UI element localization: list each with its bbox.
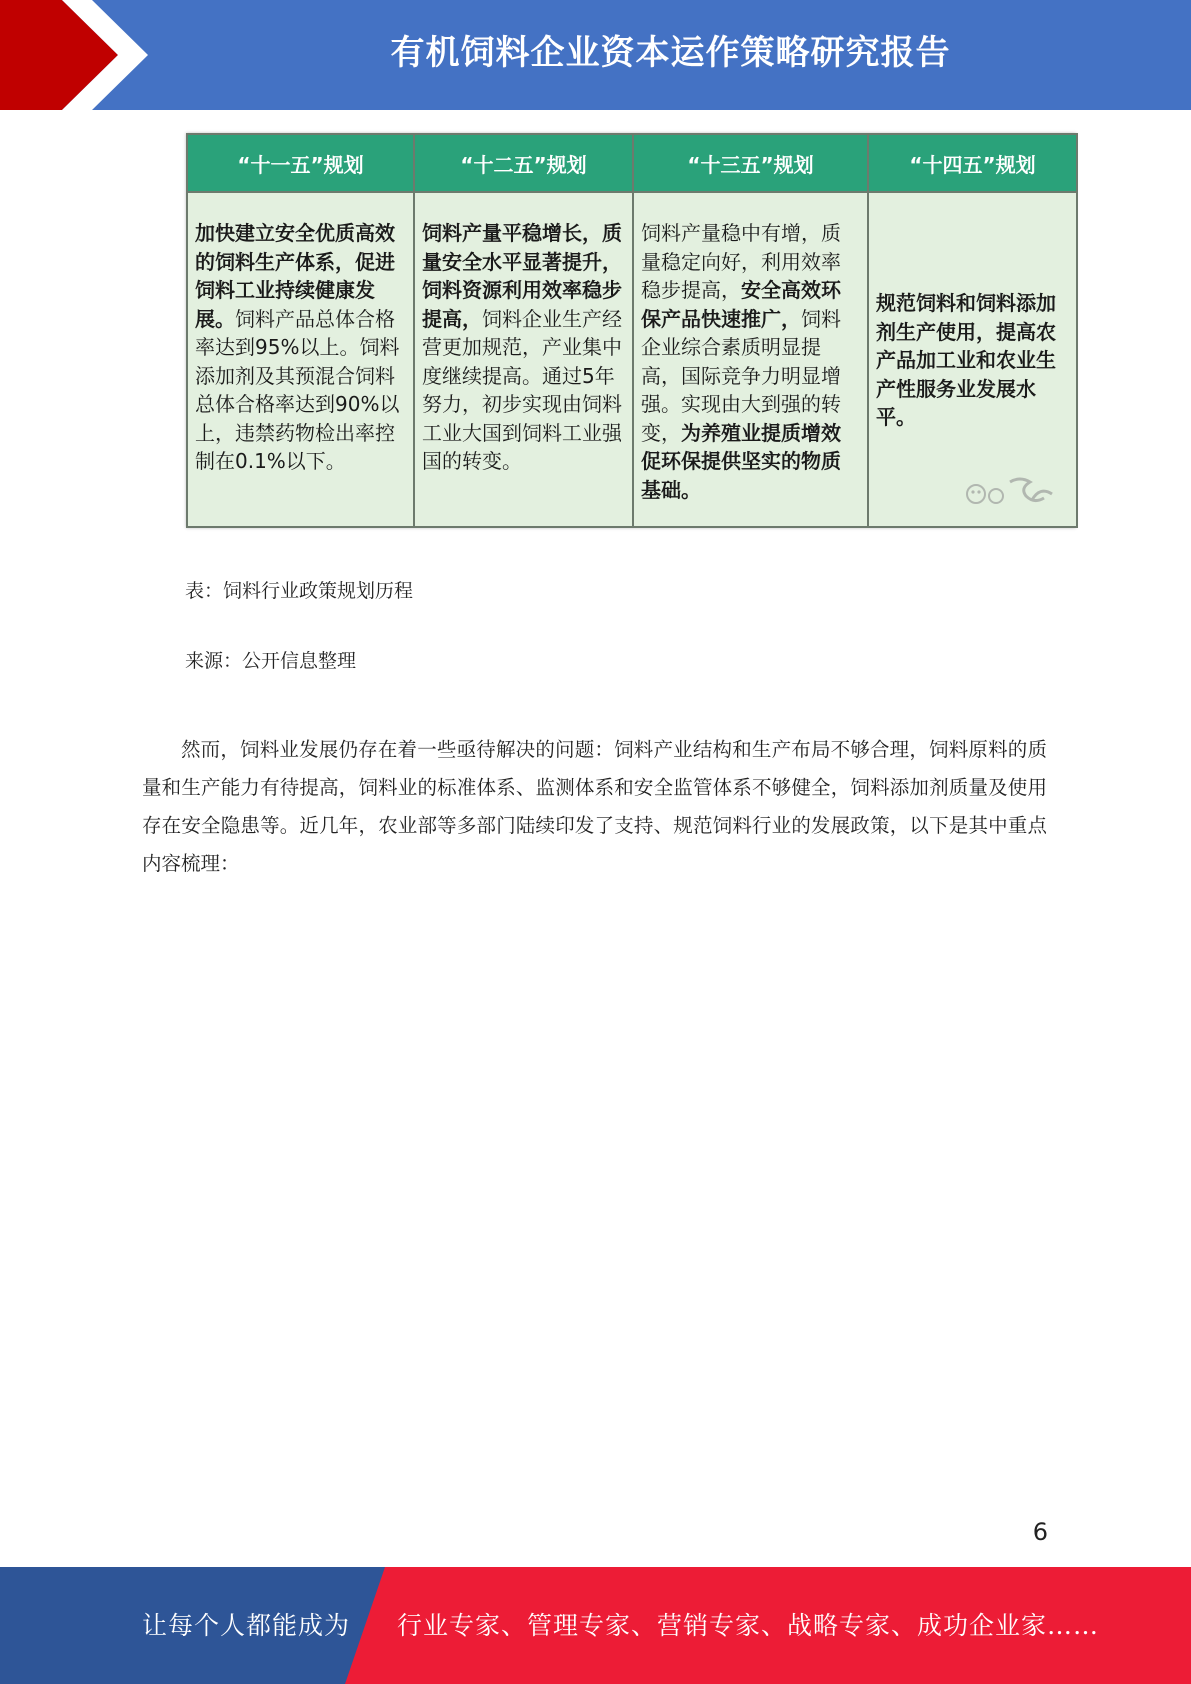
policy-table-row — [187, 192, 1077, 527]
policy-table-header-row — [187, 134, 1077, 192]
footer-slogan-left: 让每个人都能成为 — [142, 1611, 351, 1640]
cell-14th-plan — [868, 192, 1077, 527]
cell-text-bold: 规范饲料和饲料添加剂生产使用，提高农产品加工业和农业生产性服务业发展水平。 — [876, 291, 1056, 430]
body-paragraph: 然而，饲料业发展仍存在着一些亟待解决的问题：饲料产业结构和生产布局不够合理，饲料原料的质量和生产能力有待提高，饲料业的标准体系、监测体系和安全监管体系不够健全，饲料添加剂质量及使用存在安全隐患等。近几年，农业部等多部门陆续印发了支持、规范饲料行业的发展政策，以下是其中重点内容梳理： — [142, 737, 1047, 875]
cell-12th-plan — [414, 192, 633, 527]
cell-11th-plan — [187, 192, 414, 527]
cell-text: 饲料企业综合素质明显提高，国际竞争力明显增强。实现由大到强的转变， — [641, 306, 841, 445]
cell-text-bold: 为养殖业提质增效促环保提供坚实的物质基础。 — [641, 420, 841, 502]
table-caption: 表：饲料行业政策规划历程 — [185, 580, 414, 602]
policy-table-figure — [186, 133, 1076, 528]
page-header — [0, 0, 1191, 110]
watermark-logo-icon — [962, 470, 1062, 512]
column-heading-14th-plan: “十四五”规划 — [868, 134, 1077, 192]
cell-text: 饲料产量稳中有增，质量稳定向好，利用效率稳步提高， — [641, 221, 841, 302]
page-footer — [0, 1567, 1191, 1684]
cell-text: 饲料产品总体合格率达到95%以上。饲料添加剂及其预混合饲料总体合格率达到90%以上，违禁药物检出率控制在0.1%以下。 — [195, 306, 400, 473]
source-caption: 来源：公开信息整理 — [185, 650, 357, 672]
policy-table — [186, 133, 1078, 528]
column-heading-13th-plan: “十三五”规划 — [633, 134, 868, 192]
cell-text-bold: 加快建立安全优质高效的饲料生产体系，促进饲料工业持续健康发展。 — [195, 221, 395, 331]
page-number: 6 — [1032, 1518, 1048, 1546]
cell-13th-plan — [633, 192, 868, 527]
cell-text: 饲料企业生产经营更加规范，产业集中度继续提高。通过5年努力，初步实现由饲料工业大国到饲料工业强国的转变。 — [422, 306, 622, 473]
cell-text-bold: 饲料产量平稳增长，质量安全水平显著提升，饲料资源利用效率稳步提高， — [422, 221, 622, 331]
report-title: 有机饲料企业资本运作策略研究报告 — [390, 33, 951, 73]
cell-text-bold: 安全高效环保产品快速推广， — [641, 278, 841, 331]
footer-slogan-right: 行业专家、管理专家、营销专家、战略专家、成功企业家…… — [397, 1611, 1100, 1640]
column-heading-11th-plan: “十一五”规划 — [187, 134, 414, 192]
column-heading-12th-plan: “十二五”规划 — [414, 134, 633, 192]
header-chevron-decoration — [0, 0, 160, 110]
